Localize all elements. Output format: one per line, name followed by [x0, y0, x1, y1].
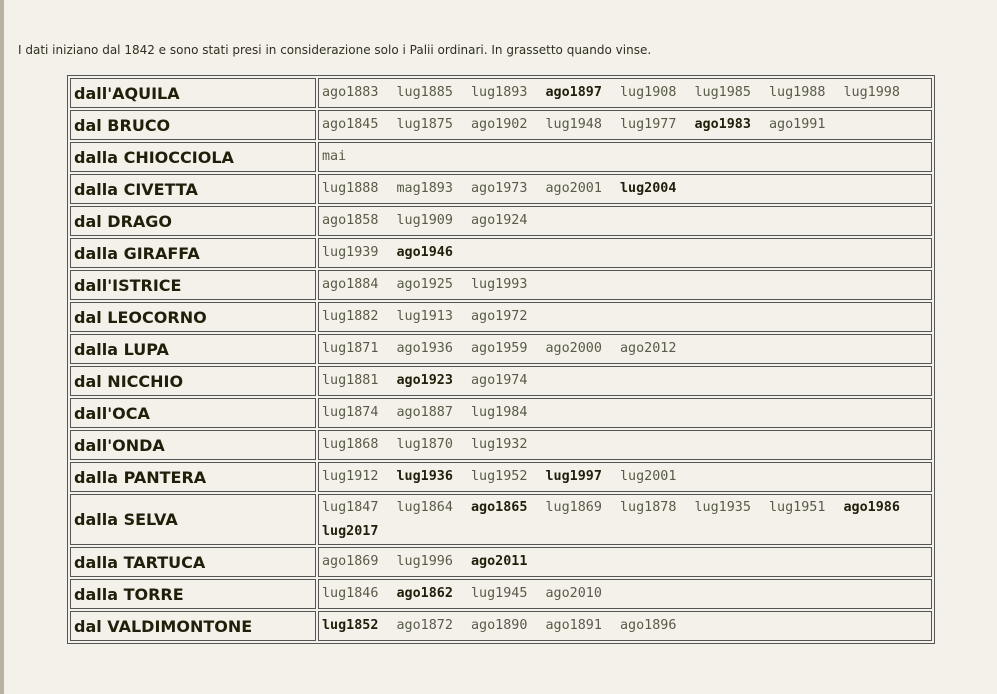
- victory-entry: ago2001: [545, 181, 602, 196]
- victory-entry: ago1891: [545, 618, 602, 633]
- victories-cell: [318, 78, 932, 108]
- table-row: [70, 430, 932, 460]
- contrada-name: dalla GIRAFFA: [70, 238, 316, 268]
- victory-entry: lug1874: [322, 405, 379, 420]
- victory-entry: ago1974: [471, 373, 528, 388]
- victory-entry: lug1869: [545, 499, 602, 515]
- victory-entry: lug1871: [322, 341, 379, 356]
- contrade-table: [67, 75, 935, 644]
- table-row: [70, 579, 932, 609]
- victories-cell: [318, 579, 932, 609]
- table-row: [70, 302, 932, 332]
- victory-entry: ago1946: [396, 245, 453, 260]
- table-row: [70, 142, 932, 172]
- table-row: [70, 206, 932, 236]
- victories-cell: [318, 547, 932, 577]
- victory-entry: lug1908: [620, 85, 677, 100]
- victory-entry: lug1988: [769, 85, 826, 100]
- victory-entry: ago1983: [694, 117, 751, 132]
- victories-cell: [318, 462, 932, 492]
- victories-cell: [318, 334, 932, 364]
- victory-entry: lug1893: [471, 85, 528, 100]
- victory-entry: lug1882: [322, 309, 379, 324]
- victories-cell: [318, 270, 932, 300]
- victory-entry: lug1881: [322, 373, 379, 388]
- victory-entry: lug1952: [471, 469, 528, 484]
- victory-entry: ago1936: [396, 341, 453, 356]
- victory-entry: ago1883: [322, 85, 379, 100]
- contrada-name: dalla PANTERA: [70, 462, 316, 492]
- victories-cell: [318, 494, 932, 545]
- table-row: [70, 494, 932, 545]
- victory-entry: lug1852: [322, 618, 379, 633]
- victory-entry: ago1887: [396, 405, 453, 420]
- contrada-name: dal NICCHIO: [70, 366, 316, 396]
- victory-entry: ago1986: [843, 499, 900, 515]
- contrada-name: dall'OCA: [70, 398, 316, 428]
- victory-entry: ago1897: [545, 85, 602, 100]
- victory-entry: lug1997: [545, 469, 602, 484]
- victories-cell: [318, 142, 932, 172]
- contrada-name: dal LEOCORNO: [70, 302, 316, 332]
- victory-entry: lug1846: [322, 586, 379, 601]
- victory-entry: lug2017: [322, 523, 379, 539]
- victory-entry: ago1865: [471, 499, 528, 515]
- victory-entry: lug1985: [694, 85, 751, 100]
- victory-entry: lug1912: [322, 469, 379, 484]
- victory-entry: ago1924: [471, 213, 528, 228]
- table-row: [70, 238, 932, 268]
- victory-entry: lug1878: [620, 499, 677, 515]
- table-row: [70, 110, 932, 140]
- victory-entry: lug1909: [396, 213, 453, 228]
- victory-entry: lug1945: [471, 586, 528, 601]
- victories-cell: [318, 430, 932, 460]
- contrada-name: dall'AQUILA: [70, 78, 316, 108]
- victory-entry: lug1864: [396, 499, 453, 515]
- table-body: [70, 78, 932, 641]
- victory-entry: ago1923: [396, 373, 453, 388]
- victory-entry: lug1936: [396, 469, 453, 484]
- victory-entry: ago1872: [396, 618, 453, 633]
- victory-entry: mag1893: [396, 181, 453, 196]
- left-border: [0, 0, 4, 694]
- contrada-name: dal BRUCO: [70, 110, 316, 140]
- victory-entry: lug1913: [396, 309, 453, 324]
- intro-text: I dati iniziano dal 1842 e sono stati presi in considerazione solo i Palii ordinari. In grassetto quando vinse.: [18, 43, 652, 57]
- victories-cell: [318, 611, 932, 641]
- victory-entry: lug1932: [471, 437, 528, 452]
- victory-entry: lug1996: [396, 554, 453, 569]
- victory-entry: ago2012: [620, 341, 677, 356]
- victory-entry: ago1896: [620, 618, 677, 633]
- contrada-name: dalla CIVETTA: [70, 174, 316, 204]
- contrada-name: dalla CHIOCCIOLA: [70, 142, 316, 172]
- victory-entry: ago2011: [471, 554, 528, 569]
- victory-entry: lug1977: [620, 117, 677, 132]
- victory-entry: ago1869: [322, 554, 379, 569]
- victory-entry: lug1939: [322, 245, 379, 260]
- victory-entry: lug2001: [620, 469, 677, 484]
- victory-entry: lug1993: [471, 277, 528, 292]
- victory-entry: ago1845: [322, 117, 379, 132]
- victory-entry: lug1847: [322, 499, 379, 515]
- table-row: [70, 547, 932, 577]
- victory-entry: lug1868: [322, 437, 379, 452]
- victory-entry: lug1951: [769, 499, 826, 515]
- victory-entry: lug1888: [322, 181, 379, 196]
- victory-entry: lug1875: [396, 117, 453, 132]
- victory-entry: ago1991: [769, 117, 826, 132]
- victory-entry: ago1902: [471, 117, 528, 132]
- contrada-name: dal DRAGO: [70, 206, 316, 236]
- victory-entry: lug1885: [396, 85, 453, 100]
- contrada-name: dalla LUPA: [70, 334, 316, 364]
- table-row: [70, 398, 932, 428]
- table-row: [70, 462, 932, 492]
- victory-entry: lug2004: [620, 181, 677, 196]
- victory-entry: ago1925: [396, 277, 453, 292]
- victory-entry: lug1948: [545, 117, 602, 132]
- victory-entry: mai: [322, 149, 347, 164]
- victory-entry: lug1984: [471, 405, 528, 420]
- table-row: [70, 270, 932, 300]
- victory-entry: lug1998: [843, 85, 900, 100]
- victory-entry: ago1884: [322, 277, 379, 292]
- contrada-name: dall'ISTRICE: [70, 270, 316, 300]
- table-row: [70, 611, 932, 641]
- table-row: [70, 366, 932, 396]
- victory-entry: ago1890: [471, 618, 528, 633]
- victory-entry: lug1935: [694, 499, 751, 515]
- table-row: [70, 78, 932, 108]
- victories-cell: [318, 174, 932, 204]
- victories-cell: [318, 238, 932, 268]
- victory-entry: ago1973: [471, 181, 528, 196]
- victories-cell: [318, 398, 932, 428]
- victories-cell: [318, 366, 932, 396]
- victories-cell: [318, 110, 932, 140]
- contrada-name: dalla TORRE: [70, 579, 316, 609]
- victories-cell: [318, 206, 932, 236]
- victory-entry: ago1972: [471, 309, 528, 324]
- contrada-name: dal VALDIMONTONE: [70, 611, 316, 641]
- victory-entry: ago1959: [471, 341, 528, 356]
- contrada-name: dalla SELVA: [70, 494, 316, 545]
- table-row: [70, 174, 932, 204]
- contrada-name: dalla TARTUCA: [70, 547, 316, 577]
- victory-entry: ago2010: [545, 586, 602, 601]
- victory-entry: ago1862: [396, 586, 453, 601]
- contrada-name: dall'ONDA: [70, 430, 316, 460]
- victories-cell: [318, 302, 932, 332]
- victory-entry: ago1858: [322, 213, 379, 228]
- victory-entry: lug1870: [396, 437, 453, 452]
- victory-entry: ago2000: [545, 341, 602, 356]
- table-row: [70, 334, 932, 364]
